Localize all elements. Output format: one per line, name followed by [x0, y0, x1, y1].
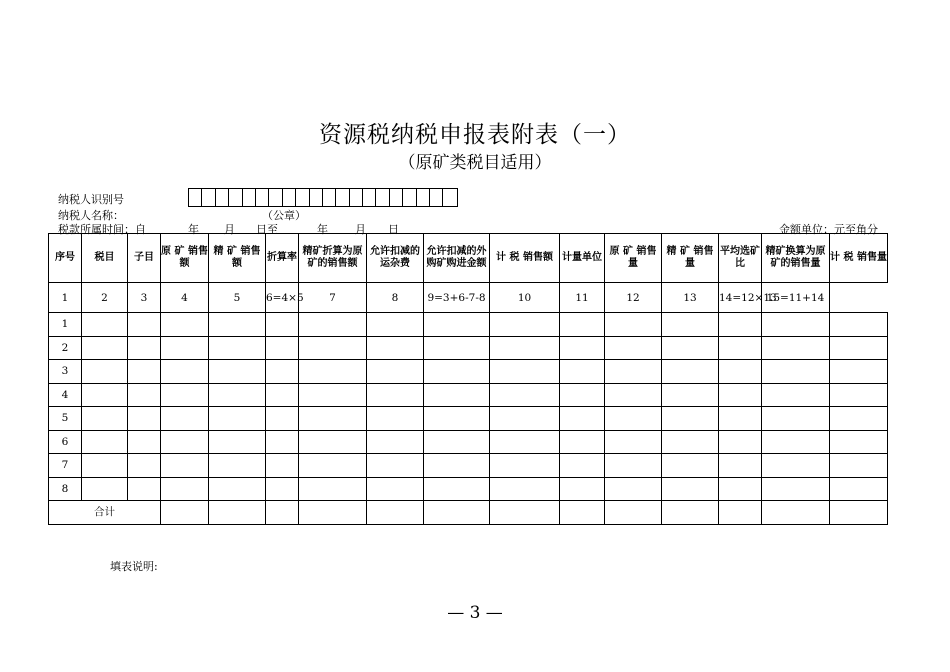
- table-cell[interactable]: [161, 313, 209, 337]
- table-cell[interactable]: [762, 313, 830, 337]
- id-digit-box[interactable]: [376, 189, 389, 206]
- total-cell[interactable]: [490, 501, 560, 525]
- table-row: [49, 454, 888, 478]
- table-cell[interactable]: [82, 477, 128, 501]
- table-cell[interactable]: [605, 313, 662, 337]
- table-cell[interactable]: [299, 477, 367, 501]
- table-cell[interactable]: [560, 360, 605, 384]
- row-number: 1: [49, 313, 82, 337]
- column-header: 精 矿 销售量: [662, 234, 719, 283]
- table-cell[interactable]: [367, 477, 424, 501]
- column-header: 精矿折算为原矿的销售额: [299, 234, 367, 283]
- table-cell[interactable]: [490, 477, 560, 501]
- table-cell[interactable]: [490, 454, 560, 478]
- table-cell[interactable]: [560, 336, 605, 360]
- table-cell[interactable]: [209, 360, 266, 384]
- table-cell[interactable]: [662, 336, 719, 360]
- column-header: 允许扣减的运杂费: [367, 234, 424, 283]
- table-row: [49, 336, 888, 360]
- table-cell[interactable]: [82, 454, 128, 478]
- column-number: 1: [49, 283, 82, 313]
- table-cell[interactable]: [490, 313, 560, 337]
- period-year-1: 年: [188, 223, 199, 236]
- table-cell[interactable]: [367, 454, 424, 478]
- amount-unit-label: 金额单位：元至角分: [779, 223, 878, 236]
- total-cell[interactable]: [719, 501, 762, 525]
- row-number: 2: [49, 336, 82, 360]
- table-cell[interactable]: [161, 407, 209, 431]
- table-cell[interactable]: [299, 360, 367, 384]
- table-cell[interactable]: [762, 430, 830, 454]
- table-cell[interactable]: [367, 360, 424, 384]
- table-cell[interactable]: [830, 336, 888, 360]
- table-cell[interactable]: [605, 360, 662, 384]
- table-cell[interactable]: [719, 477, 762, 501]
- table-cell[interactable]: [82, 360, 128, 384]
- table-cell[interactable]: [830, 430, 888, 454]
- column-header: 子目: [128, 234, 161, 283]
- table-cell[interactable]: [605, 407, 662, 431]
- id-digit-box[interactable]: [363, 189, 376, 206]
- table-cell[interactable]: [490, 336, 560, 360]
- table-cell[interactable]: [209, 313, 266, 337]
- total-cell[interactable]: [560, 501, 605, 525]
- table-cell[interactable]: [367, 407, 424, 431]
- table-cell[interactable]: [605, 454, 662, 478]
- total-cell[interactable]: [299, 501, 367, 525]
- table-cell[interactable]: [424, 477, 490, 501]
- total-cell[interactable]: [662, 501, 719, 525]
- table-cell[interactable]: [161, 430, 209, 454]
- table-cell[interactable]: [209, 407, 266, 431]
- table-cell[interactable]: [719, 313, 762, 337]
- column-number: 7: [299, 283, 367, 313]
- table-cell[interactable]: [367, 430, 424, 454]
- table-cell[interactable]: [266, 430, 299, 454]
- period-year-2: 年: [317, 223, 328, 236]
- table-cell[interactable]: [424, 313, 490, 337]
- table-cell[interactable]: [662, 430, 719, 454]
- table-cell[interactable]: [299, 430, 367, 454]
- table-cell[interactable]: [128, 360, 161, 384]
- table-cell[interactable]: [128, 407, 161, 431]
- table-cell[interactable]: [560, 477, 605, 501]
- table-cell[interactable]: [662, 454, 719, 478]
- table-cell[interactable]: [490, 360, 560, 384]
- period-month-2: 月: [355, 223, 366, 236]
- table-cell[interactable]: [424, 383, 490, 407]
- table-cell[interactable]: [266, 360, 299, 384]
- total-cell[interactable]: [367, 501, 424, 525]
- table-cell[interactable]: [266, 313, 299, 337]
- id-digit-box[interactable]: [269, 189, 282, 206]
- table-cell[interactable]: [161, 477, 209, 501]
- table-cell[interactable]: [209, 336, 266, 360]
- table-cell[interactable]: [605, 336, 662, 360]
- column-number-row: [49, 283, 888, 313]
- table-cell[interactable]: [605, 430, 662, 454]
- column-number: 8: [367, 283, 424, 313]
- table-cell[interactable]: [424, 454, 490, 478]
- table-cell[interactable]: [662, 383, 719, 407]
- id-digit-box[interactable]: [350, 189, 363, 206]
- id-digit-box[interactable]: [202, 189, 215, 206]
- table-cell[interactable]: [560, 430, 605, 454]
- total-cell[interactable]: [762, 501, 830, 525]
- table-cell[interactable]: [605, 477, 662, 501]
- table-cell[interactable]: [762, 336, 830, 360]
- total-cell[interactable]: [830, 501, 888, 525]
- table-cell[interactable]: [424, 360, 490, 384]
- table-cell[interactable]: [662, 477, 719, 501]
- table-cell[interactable]: [662, 360, 719, 384]
- period-month-1: 月: [224, 223, 235, 236]
- column-number: 10: [490, 283, 560, 313]
- column-header: 序号: [49, 234, 82, 283]
- taxpayer-id-input[interactable]: [188, 188, 458, 207]
- table-cell[interactable]: [209, 383, 266, 407]
- column-number: 5: [209, 283, 266, 313]
- table-cell[interactable]: [82, 383, 128, 407]
- table-cell[interactable]: [82, 407, 128, 431]
- table-cell[interactable]: [762, 477, 830, 501]
- id-digit-box[interactable]: [336, 189, 349, 206]
- table-row: [49, 383, 888, 407]
- column-header: 计 税 销售额: [490, 234, 560, 283]
- table-cell[interactable]: [830, 313, 888, 337]
- table-cell[interactable]: [161, 336, 209, 360]
- id-digit-box[interactable]: [283, 189, 296, 206]
- table-row: [49, 313, 888, 337]
- table-cell[interactable]: [209, 477, 266, 501]
- column-number: 4: [161, 283, 209, 313]
- total-label: 合计: [49, 501, 161, 525]
- row-number: 5: [49, 407, 82, 431]
- column-number: 6=4×5: [266, 283, 299, 313]
- table-cell[interactable]: [161, 454, 209, 478]
- column-header: 计 税 销售量: [830, 234, 888, 283]
- table-cell[interactable]: [662, 407, 719, 431]
- table-cell[interactable]: [128, 454, 161, 478]
- table-cell[interactable]: [719, 336, 762, 360]
- row-number: 6: [49, 430, 82, 454]
- table-cell[interactable]: [209, 454, 266, 478]
- column-number: 12: [605, 283, 662, 313]
- table-cell[interactable]: [266, 477, 299, 501]
- table-cell[interactable]: [367, 383, 424, 407]
- table-cell[interactable]: [762, 407, 830, 431]
- taxpayer-name-label: 纳税人名称：: [58, 209, 124, 222]
- table-cell[interactable]: [662, 313, 719, 337]
- column-number: 11: [560, 283, 605, 313]
- table-cell[interactable]: [128, 336, 161, 360]
- table-cell[interactable]: [82, 336, 128, 360]
- column-number: 3: [128, 283, 161, 313]
- id-digit-box[interactable]: [417, 189, 430, 206]
- form-subtitle: （原矿类税目适用）: [398, 153, 552, 173]
- table-cell[interactable]: [830, 360, 888, 384]
- column-number: 13: [662, 283, 719, 313]
- id-digit-box[interactable]: [296, 189, 309, 206]
- id-digit-box[interactable]: [323, 189, 336, 206]
- total-cell[interactable]: [605, 501, 662, 525]
- column-number: 2: [82, 283, 128, 313]
- table-cell[interactable]: [762, 360, 830, 384]
- table-cell[interactable]: [830, 477, 888, 501]
- id-digit-box[interactable]: [390, 189, 403, 206]
- table-cell[interactable]: [299, 313, 367, 337]
- period-day-to: 日至: [256, 223, 278, 236]
- table-cell[interactable]: [266, 454, 299, 478]
- table-cell[interactable]: [299, 454, 367, 478]
- table-cell[interactable]: [424, 430, 490, 454]
- total-cell[interactable]: [209, 501, 266, 525]
- table-cell[interactable]: [830, 383, 888, 407]
- taxpayer-id-label: 纳税人识别号: [58, 193, 124, 206]
- declaration-table: [48, 233, 888, 525]
- row-number: 7: [49, 454, 82, 478]
- period-day-2: 日: [388, 223, 399, 236]
- table-cell[interactable]: [299, 336, 367, 360]
- table-cell[interactable]: [266, 383, 299, 407]
- column-number: 9=3+6-7-8: [424, 283, 490, 313]
- table-cell[interactable]: [161, 360, 209, 384]
- table-cell[interactable]: [830, 454, 888, 478]
- table-cell[interactable]: [128, 477, 161, 501]
- table-cell[interactable]: [299, 407, 367, 431]
- id-digit-box[interactable]: [403, 189, 416, 206]
- table-cell[interactable]: [762, 454, 830, 478]
- column-header: 允许扣减的外购矿购进金额: [424, 234, 490, 283]
- row-number: 3: [49, 360, 82, 384]
- form-title: 资源税纳税申报表附表（一）: [319, 122, 631, 148]
- table-cell[interactable]: [209, 430, 266, 454]
- header-row: [49, 234, 888, 283]
- column-header: 计量单位: [560, 234, 605, 283]
- table-cell[interactable]: [266, 336, 299, 360]
- column-header: 平均选矿比: [719, 234, 762, 283]
- table-cell[interactable]: [266, 407, 299, 431]
- table-cell[interactable]: [560, 313, 605, 337]
- table-cell[interactable]: [560, 454, 605, 478]
- table-cell[interactable]: [762, 383, 830, 407]
- fill-instructions-label: 填表说明:: [110, 560, 158, 573]
- column-header: 税目: [82, 234, 128, 283]
- table-cell[interactable]: [82, 313, 128, 337]
- id-digit-box[interactable]: [229, 189, 242, 206]
- table-cell[interactable]: [490, 430, 560, 454]
- table-cell[interactable]: [490, 383, 560, 407]
- column-header: 折算率: [266, 234, 299, 283]
- table-cell[interactable]: [128, 313, 161, 337]
- table-row: [49, 430, 888, 454]
- page-number: — 3 —: [447, 603, 503, 623]
- table-cell[interactable]: [719, 360, 762, 384]
- total-cell[interactable]: [161, 501, 209, 525]
- column-number: 15=11+14: [762, 283, 830, 313]
- table-cell[interactable]: [128, 383, 161, 407]
- table-cell[interactable]: [82, 430, 128, 454]
- column-number: 14=12×13: [719, 283, 762, 313]
- table-cell[interactable]: [719, 383, 762, 407]
- table-cell[interactable]: [424, 336, 490, 360]
- table-cell[interactable]: [367, 313, 424, 337]
- column-header: 原 矿 销售额: [161, 234, 209, 283]
- table-cell[interactable]: [719, 454, 762, 478]
- table-cell[interactable]: [560, 407, 605, 431]
- total-cell[interactable]: [266, 501, 299, 525]
- table-cell[interactable]: [719, 407, 762, 431]
- id-digit-box[interactable]: [256, 189, 269, 206]
- id-digit-box[interactable]: [189, 189, 202, 206]
- table-cell[interactable]: [830, 407, 888, 431]
- table-cell[interactable]: [299, 383, 367, 407]
- table-cell[interactable]: [490, 407, 560, 431]
- table-cell[interactable]: [161, 383, 209, 407]
- id-digit-box[interactable]: [243, 189, 256, 206]
- table-cell[interactable]: [560, 383, 605, 407]
- period-label: 税款所属时间：自: [58, 223, 146, 236]
- row-number: 4: [49, 383, 82, 407]
- table-row: [49, 407, 888, 431]
- total-cell[interactable]: [424, 501, 490, 525]
- table-cell[interactable]: [605, 383, 662, 407]
- seal-label: （公章）: [262, 209, 306, 222]
- table-cell[interactable]: [424, 407, 490, 431]
- total-row: [49, 501, 888, 525]
- table-cell[interactable]: [719, 430, 762, 454]
- column-header: 原 矿 销售量: [605, 234, 662, 283]
- table-cell[interactable]: [367, 336, 424, 360]
- column-header: 精 矿 销售额: [209, 234, 266, 283]
- row-number: 8: [49, 477, 82, 501]
- table-cell[interactable]: [128, 430, 161, 454]
- id-digit-box[interactable]: [430, 189, 443, 206]
- column-header: 精矿换算为原矿的销售量: [762, 234, 830, 283]
- id-digit-box[interactable]: [443, 189, 456, 206]
- table-row: [49, 360, 888, 384]
- table-row: [49, 477, 888, 501]
- id-digit-box[interactable]: [216, 189, 229, 206]
- id-digit-box[interactable]: [310, 189, 323, 206]
